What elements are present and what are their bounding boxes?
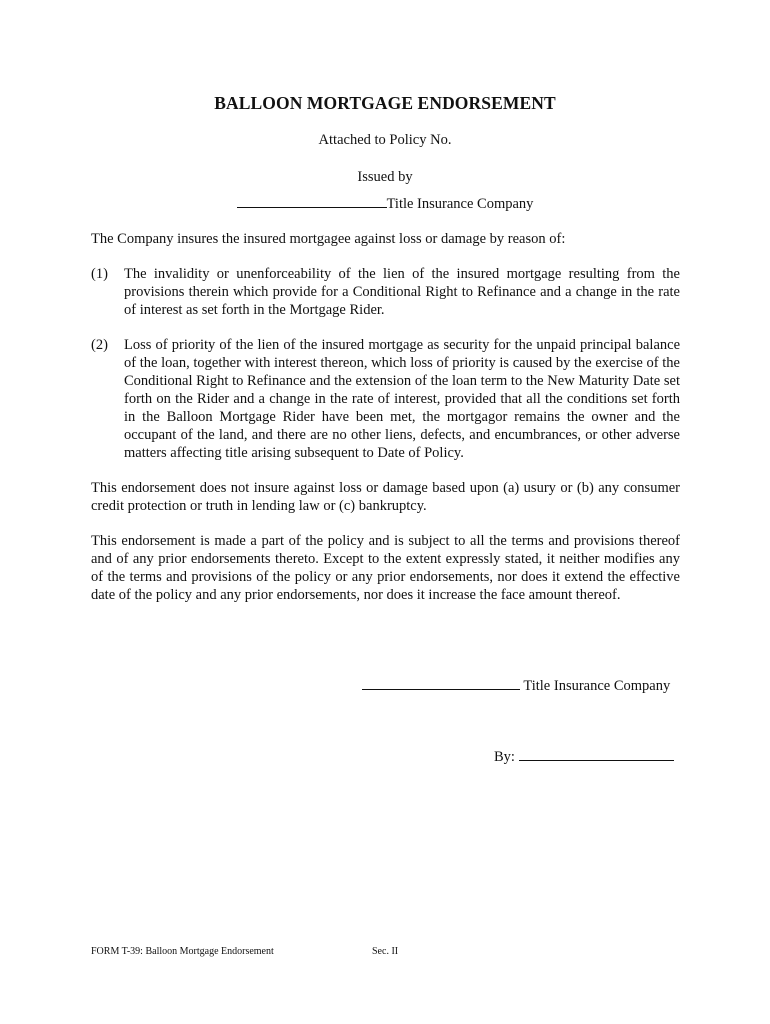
item-text: Loss of priority of the lien of the insured mortgage as security for the unpaid principal balance of the loan, together with interest thereon, which loss of priority is caused by the exercise of the Conditional Right to Refinance and the extension of the loan term to the New Maturity Date set forth on the Rider and a change in the rate of interest, provided that all the conditions set forth in the Balloon Mortgage Rider have been met, the mortgagor remains the owner and the occupant of the land, and there are no other liens, defects, and encumbrances, or other adverse matters affecting title arising subsequent to Date of Policy. [124, 337, 680, 461]
signature-by-line [494, 747, 680, 766]
attached-to-policy-line: Attached to Policy No. [318, 132, 452, 148]
signature-by-label: By: [494, 749, 515, 765]
footer-form-label: FORM T-39: Balloon Mortgage Endorsement [91, 946, 274, 957]
part-of-policy-paragraph: This endorsement is made a part of the policy and is subject to all the terms and provisions thereof and of any prior endorsements thereto. Except to the extent expressly stated, it neither modifies any of the terms and provisions of the policy or any prior endorsements, nor does it extend the effective date of the policy and any prior endorsements, nor does it increase the face amount thereof. [91, 533, 680, 603]
footer-section: Sec. II [372, 946, 399, 957]
item-text: The invalidity or unenforceability of the lien of the insured mortgage resulting from the provisions therein which provide for a Conditional Right to Refinance and a change in the rate of interest as set forth in the Mortgage Rider. [124, 266, 680, 318]
document-title: BALLOON MORTGAGE ENDORSEMENT [214, 93, 556, 113]
issuer-company-line [0, 194, 770, 213]
signature-company-line [362, 676, 680, 695]
issued-by-line: Issued by [357, 169, 413, 185]
item-number: (2) [91, 337, 108, 353]
signature-company-blank [362, 676, 520, 690]
signature-company-label: Title Insurance Company [523, 678, 671, 694]
issuer-company-suffix: Title Insurance Company [386, 196, 534, 212]
exclusion-paragraph: This endorsement does not insure against loss or damage based upon (a) usury or (b) any consumer credit protection or truth in lending law or (c) bankruptcy. [91, 480, 680, 514]
signature-by-blank [519, 747, 674, 761]
item-number: (1) [91, 266, 108, 282]
intro-paragraph: The Company insures the insured mortgagee against loss or damage by reason of: [91, 231, 566, 247]
coverage-item-1 [91, 265, 680, 319]
issuer-name-blank [237, 194, 387, 208]
coverage-item-2 [91, 336, 680, 462]
